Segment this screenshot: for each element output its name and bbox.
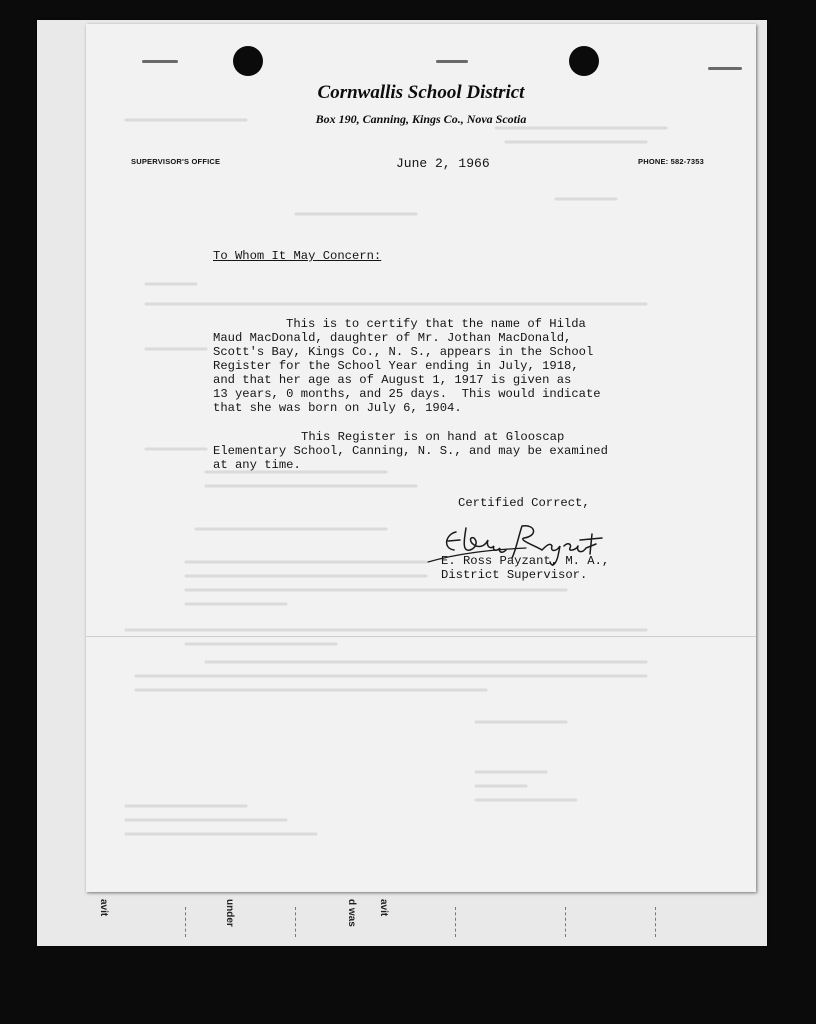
strip-divider [655,907,656,937]
paragraph1-line: and that her age as of August 1, 1917 is given as [213,373,572,387]
paragraph1-line: 13 years, 0 months, and 25 days. This would indicate [213,387,601,401]
paragraph2-line: at any time. [213,458,301,472]
salutation: To Whom It May Concern: [213,249,382,263]
closing: Certified Correct, [458,496,590,510]
paragraph1-line: Maud MacDonald, daughter of Mr. Jothan MacDonald, [213,331,572,345]
signer-title: District Supervisor. [441,568,588,582]
paragraph1-line: Register for the School Year ending in July, 1918, [213,359,579,373]
bleed-through-texture [86,24,756,892]
letter-date: June 2, 1966 [396,156,490,171]
paragraph2-line: Elementary School, Canning, N. S., and may be examined [213,444,608,458]
paragraph1-line: Scott's Bay, Kings Co., N. S., appears in the School [213,345,594,359]
paragraph1-line: that she was born on July 6, 1904. [213,401,462,415]
paragraph2-line: This Register is on hand at Glooscap [301,430,565,444]
signer-name: E. Ross Payzant, M. A., [441,554,610,568]
supervisor-office-label: SUPERVISOR'S OFFICE [131,157,221,166]
strip-divider [455,907,456,937]
paragraph1-line: This is to certify that the name of Hilda [286,317,586,331]
letter-sheet [86,24,756,892]
letterhead-address: Box 190, Canning, Kings Co., Nova Scotia [315,112,527,126]
phone-label: PHONE: 582-7353 [638,157,704,166]
strip-fragment: under [224,899,235,927]
strip-fragment: d was [346,899,357,927]
strip-divider [565,907,566,937]
strip-fragment: avit [378,899,389,917]
strip-divider [295,907,296,937]
form-bottom-strip [95,893,755,943]
strip-fragment: avit [98,899,109,917]
letterhead-name: Cornwallis School District [317,82,525,103]
strip-divider [185,907,186,937]
